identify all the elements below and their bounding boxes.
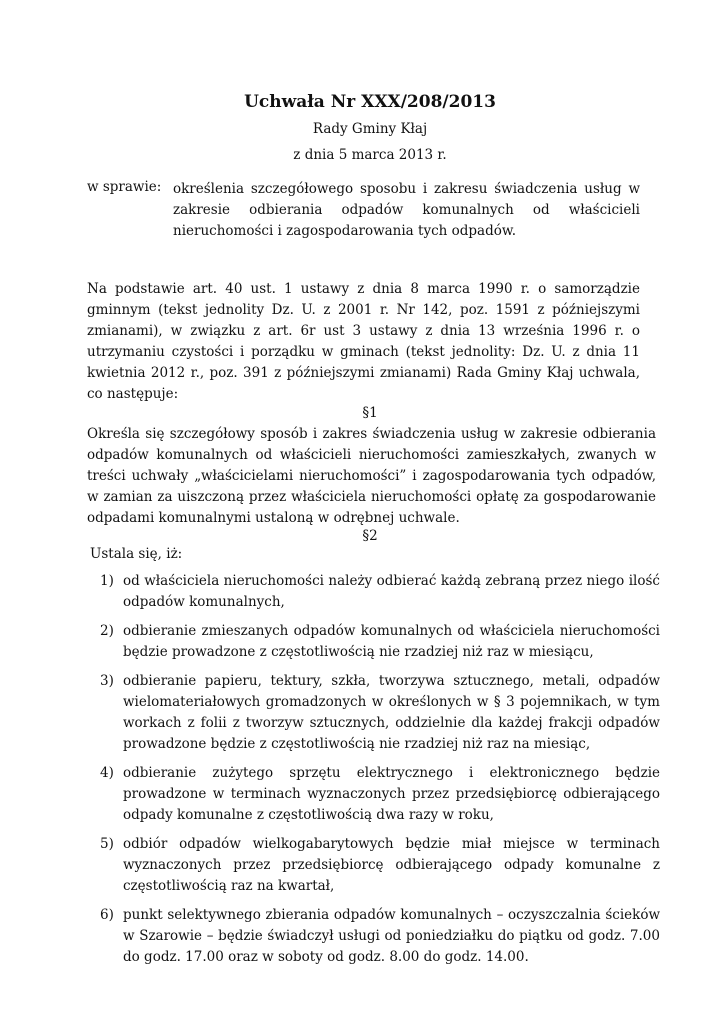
list-item-number: 3)	[100, 673, 114, 689]
list-item	[100, 571, 660, 613]
section-1-mark: §1	[362, 405, 378, 421]
subject-text: określenia szczegółowego sposobu i zakresu świadczenia usług w zakresie odbierania odpadów komunalnych od właścicieli nieruchomości i zagospodarowania tych odpadów.	[173, 181, 640, 239]
section-2-list	[100, 571, 660, 976]
section-2-mark: §2	[362, 528, 378, 544]
list-item	[100, 621, 660, 663]
section-2-intro: Ustala się, iż:	[90, 546, 183, 562]
list-item-number: 6)	[100, 907, 114, 923]
list-item-text: odbieranie zmieszanych odpadów komunalnych od właściciela nieruchomości będzie prowadzone z częstotliwością nie rzadziej niż raz w miesiącu,	[123, 623, 660, 660]
list-item	[100, 671, 660, 755]
list-item-number: 1)	[100, 573, 114, 589]
list-item	[100, 905, 660, 968]
list-item	[100, 763, 660, 826]
list-item	[100, 834, 660, 897]
list-item-text: odbieranie zużytego sprzętu elektrycznego i elektronicznego będzie prowadzone w terminach wyznaczonych przez przedsiębiorcę odbierającego odpady komunalne z częstotliwością dwa razy w roku,	[123, 765, 660, 823]
list-item-text: odbiór odpadów wielkogabarytowych będzie miał miejsce w terminach wyznaczonych przez przedsiębiorcę odbierającego odpady komunalne z częstotliwością raz na kwartał,	[123, 836, 660, 894]
list-item-number: 4)	[100, 765, 114, 781]
section-1-text: Określa się szczegółowy sposób i zakres świadczenia usług w zakresie odbierania odpadów komunalnych od właścicieli nieruchomości zamieszkałych, zwanych w treści uchwały „właścicielami nieruchomości” i zagospodarowania tych odpadów, w zamian za uiszczoną przez właściciela nieruchomości opłatę za gospodarowanie odpadami komunalnymi ustaloną w odrębnej uchwale.	[87, 426, 656, 526]
resolution-issuer: Rady Gminy Kłaj	[312, 121, 428, 137]
resolution-date: z dnia 5 marca 2013 r.	[293, 147, 447, 163]
subject-label: w sprawie:	[87, 179, 162, 195]
list-item-text: odbieranie papieru, tektury, szkła, tworzywa sztucznego, metali, odpadów wielomateriałowych gromadzonych w określonych w § 3 pojemnikach, w tym workach z folii z tworzyw sztucznych, oddzielnie dla każdej frakcji odpadów prowadzone będzie z częstotliwością nie rzadziej niż raz na miesiąc,	[123, 673, 660, 752]
list-item-number: 5)	[100, 836, 114, 852]
resolution-title: Uchwała Nr XXX/208/2013	[244, 92, 496, 112]
legal-basis-paragraph: Na podstawie art. 40 ust. 1 ustawy z dnia 8 marca 1990 r. o samorządzie gminnym (tekst jednolity Dz. U. z 2001 r. Nr 142, poz. 1591 z późniejszymi zmianami), w związku z art. 6r ust 3 ustawy z dnia 13 września 1996 r. o utrzymaniu czystości i porządku w gminach (tekst jednolity: Dz. U. z dnia 11 kwietnia 2012 r., poz. 391 z późniejszymi zmianami) Rada Gminy Kłaj uchwala, co następuje:	[87, 281, 640, 402]
list-item-text: punkt selektywnego zbierania odpadów komunalnych – oczyszczalnia ścieków w Szarowie – będzie świadczył usługi od poniedziałku do piątku od godz. 7.00 do godz. 17.00 oraz w soboty od godz. 8.00 do godz. 14.00.	[123, 907, 660, 965]
list-item-number: 2)	[100, 623, 114, 639]
list-item-text: od właściciela nieruchomości należy odbierać każdą zebraną przez niego ilość odpadów komunalnych,	[123, 573, 660, 610]
